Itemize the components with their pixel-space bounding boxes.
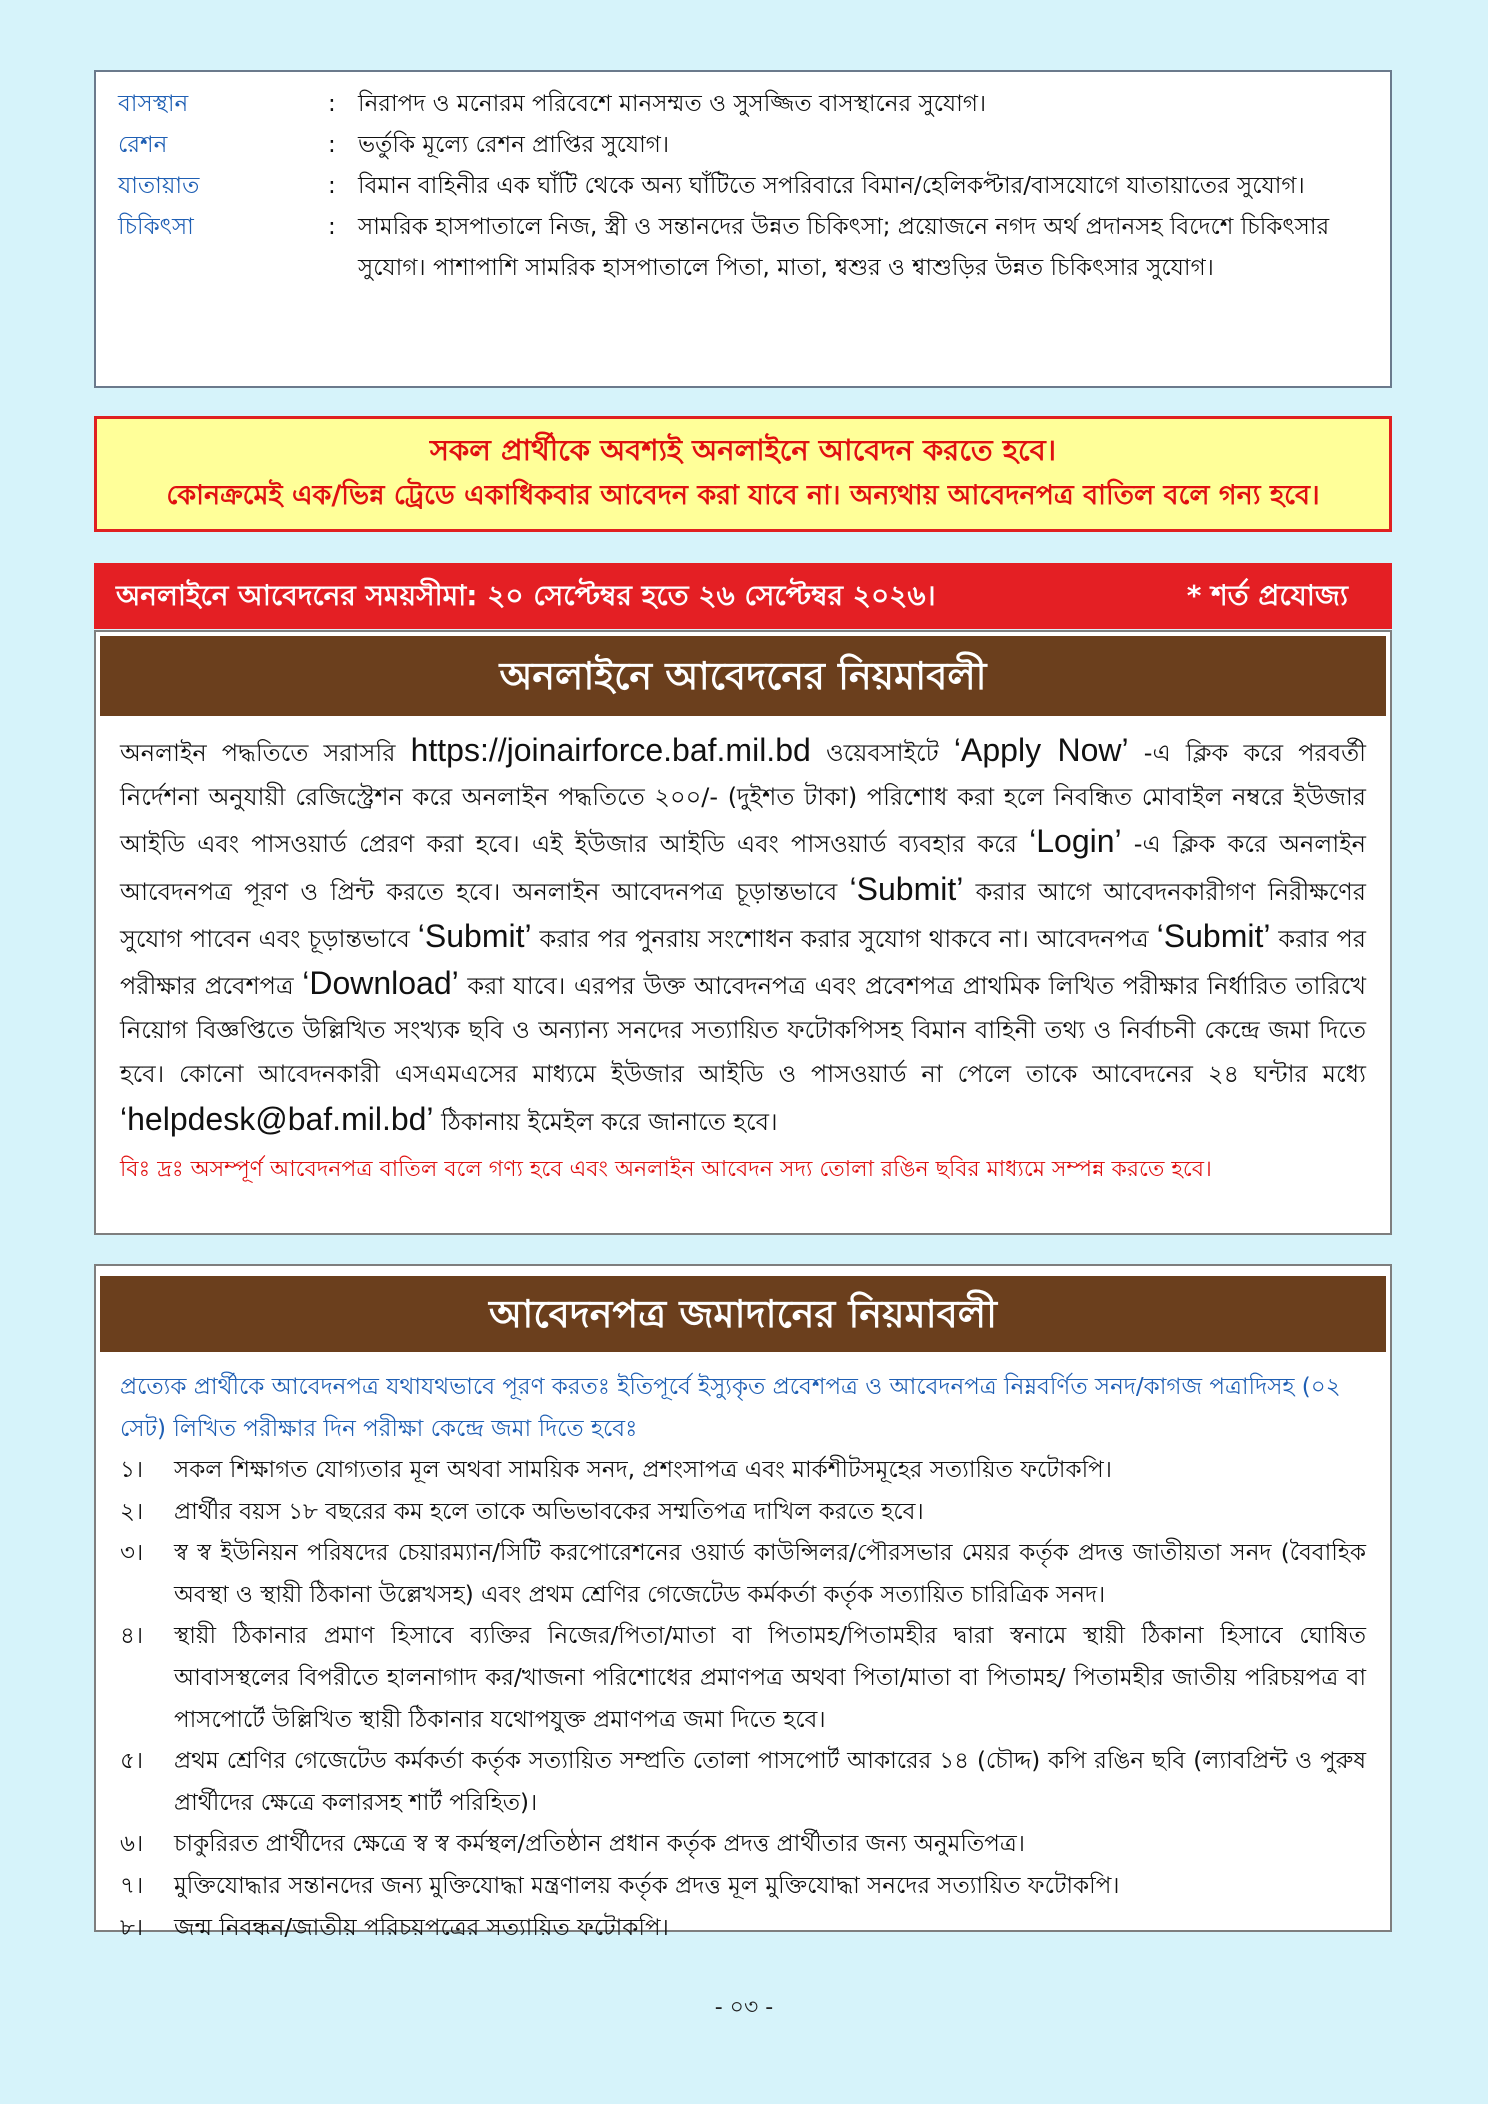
submit-term: ‘Submit’: [417, 917, 532, 954]
login-term: ‘Login’: [1029, 823, 1122, 860]
benefit-desc: ভর্তুকি মূল্যে রেশন প্রাপ্তির সুযোগ।: [358, 132, 670, 158]
list-item: [120, 1866, 1366, 1908]
list-item-text: প্রথম শ্রেণির গেজেটেড কর্মকর্তা কর্তৃক সত্যায়িত সম্প্রতি তোলা পাসপোর্ট আকারের ১৪ (চৌদ্দ) কপি রঙিন ছবি (ল্যাবপ্রিন্ট ও পুরুষ প্রার্থীদের ক্ষেত্রে কলারসহ শার্ট পরিহিত)।: [174, 1748, 1366, 1816]
website-url: https://joinairforce.baf.mil.bd: [410, 732, 811, 768]
list-item: [120, 1824, 1366, 1866]
list-item-text: চাকুরিরত প্রার্থীদের ক্ষেত্রে স্ব স্ব কর্মস্থল/প্রতিষ্ঠান প্রধান কর্তৃক প্রদত্ত প্রার্থীতার জন্য অনুমতিপত্র।: [174, 1831, 1025, 1858]
benefits-box: [94, 70, 1392, 388]
online-rules-paragraph: [120, 728, 1366, 1144]
list-item-number: ৪।: [120, 1623, 144, 1650]
benefit-row-housing: [118, 84, 1368, 125]
submission-intro: প্রত্যেক প্রার্থীকে আবেদনপত্র যথাযথভাবে পূরণ করতঃ ইতিপূর্বে ইস্যুকৃত প্রবেশপত্র ও আবেদনপত্র নিম্নবর্ণিত সনদ/কাগজ পত্রাদিসহ (০২ সেট) লিখিত পরীক্ষার দিন পরীক্ষা কেন্দ্রে জমা দিতে হবেঃ: [120, 1374, 1341, 1442]
benefit-term: রেশন: [118, 132, 168, 158]
deadline-bar: [94, 563, 1392, 629]
online-application-notice: [94, 416, 1392, 532]
rules-text: করার পর পরীক্ষার প্রবেশপত্র: [120, 924, 1367, 1001]
benefit-desc: নিরাপদ ও মনোরম পরিবেশে মানসম্মত ও সুসজ্জিত বাসস্থানের সুযোগ।: [358, 91, 987, 117]
list-item-text: প্রার্থীর বয়স ১৮ বছরের কম হলে তাকে অভিভাবকের সম্মতিপত্র দাখিল করতে হবে।: [174, 1498, 924, 1525]
list-item-number: ২।: [120, 1498, 144, 1525]
list-item-number: ৬।: [120, 1831, 144, 1858]
notice-line-1: সকল প্রার্থীকে অবশ্যই অনলাইনে আবেদন করতে হবে।: [429, 433, 1057, 467]
rules-text: অনলাইন পদ্ধতিতে সরাসরি: [120, 739, 411, 767]
benefit-desc: সামরিক হাসপাতালে নিজ, স্ত্রী ও সন্তানদের উন্নত চিকিৎসা; প্রয়োজনে নগদ অর্থ প্রদানসহ বিদেশে চিকিৎসার সুযোগ। পাশাপাশি সামরিক হাসপাতালে পিতা, মাতা, শ্বশুর ও শ্বাশুড়ির উন্নত চিকিৎসার সুযোগ।: [358, 214, 1330, 281]
list-item-text: স্থায়ী ঠিকানার প্রমাণ হিসাবে ব্যক্তির নিজের/পিতা/মাতা বা পিতামহ/পিতামহীর দ্বারা স্বনামে স্থায়ী ঠিকানা হিসাবে ঘোষিত আবাসস্থলের বিপরীতে হালনাগাদ কর/খাজনা পরিশোধের প্রমাণপত্র অথবা পিতা/মাতা বা পিতামহ/ পিতামহীর জাতীয় পরিচয়পত্র বা পাসপোর্টে উল্লিখিত স্থায়ী ঠিকানার যথোপযুক্ত প্রমাণপত্র জমা দিতে হবে।: [174, 1623, 1366, 1733]
helpdesk-email: ‘helpdesk@baf.mil.bd’: [120, 1100, 434, 1137]
benefit-row-medical: [118, 207, 1368, 289]
rules-text: করা যাবে। এরপর উক্ত আবেদনপত্র এবং প্রবেশপত্র প্রাথমিক লিখিত পরীক্ষার নির্ধারিত তারিখে নিয়োগ বিজ্ঞপ্তিতে উল্লিখিত সংখ্যক ছবি ও অন্যান্য সনদের সত্যায়িত ফটোকপিসহ বিমান বাহিনী তথ্য ও নির্বাচনী কেন্দ্রে জমা দিতে হবে। কোনো আবেদনকারী এসএমএসের মাধ্যমে ইউজার আইডি ও পাসওয়ার্ড না পেলে তাকে আবেদনের ২৪ ঘন্টার মধ্যে: [120, 972, 1366, 1089]
list-item: [120, 1616, 1366, 1741]
benefit-colon: :: [328, 173, 336, 199]
online-rules-note: বিঃ দ্রঃ অসম্পূর্ণ আবেদনপত্র বাতিল বলে গণ্য হবে এবং অনলাইন আবেদন সদ্য তোলা রঙিন ছবির মাধ্যমে সম্পন্ন করতে হবে।: [120, 1156, 1212, 1182]
list-item-text: মুক্তিযোদ্ধার সন্তানদের জন্য মুক্তিযোদ্ধা মন্ত্রণালয় কর্তৃক প্রদত্ত মূল মুক্তিযোদ্ধা সনদের সত্যায়িত ফটোকপি।: [174, 1872, 1120, 1899]
rules-text: করার পর পুনরায় সংশোধন করার সুযোগ থাকবে না। আবেদনপত্র: [531, 924, 1157, 953]
online-rules-section: [94, 630, 1392, 1235]
rules-text: ঠিকানায় ইমেইল করে জানাতে হবে।: [433, 1107, 778, 1136]
benefit-row-ration: [118, 125, 1368, 166]
benefit-term: বাসস্থান: [118, 91, 189, 117]
list-item-number: ১।: [120, 1457, 144, 1483]
benefit-colon: :: [328, 91, 336, 117]
submit-term: ‘Submit’: [849, 870, 964, 907]
benefit-term: চিকিৎসা: [118, 214, 194, 240]
list-item-number: ৩।: [120, 1540, 144, 1567]
submit-term: ‘Submit’: [1156, 917, 1271, 954]
list-item-text: সকল শিক্ষাগত যোগ্যতার মূল অথবা সাময়িক সনদ, প্রশংসাপত্র এবং মার্কশীটসমূহের সত্যায়িত ফটোকপি।: [174, 1457, 1112, 1483]
list-item-number: ৭।: [120, 1872, 144, 1899]
deadline-condition: * শর্ত প্রযোজ্য: [1186, 579, 1348, 612]
submission-rules-heading: আবেদনপত্র জমাদানের নিয়মাবলী: [100, 1276, 1386, 1352]
rules-text: ওয়েবসাইটে: [810, 739, 954, 767]
rules-text: -এ ক্লিক করে অনলাইন আবেদনপত্র পূরণ ও প্রিন্ট করতে হবে। অনলাইন আবেদনপত্র চূড়ান্তভাবে: [120, 830, 1366, 906]
apply-now-term: ‘Apply Now’: [953, 732, 1129, 768]
online-rules-heading: অনলাইনে আবেদনের নিয়মাবলী: [100, 636, 1386, 716]
rules-text: -এ ক্লিক করে পরবর্তী নির্দেশনা অনুযায়ী রেজিস্ট্রেশন করে অনলাইন পদ্ধতিতে ২০০/- (দুইশত টাকা) পরিশোধ করা হলে নিবন্ধিত মোবাইল নম্বরে ইউজার আইডি এবং পাসওয়ার্ড প্রেরণ করা হবে। এই ইউজার আইডি এবং পাসওয়ার্ড ব্যবহার করে: [120, 739, 1366, 859]
notice-line-2: কোনক্রমেই এক/ভিন্ন ট্রেডে একাধিকবার আবেদন করা যাবে না। অন্যথায় আবেদনপত্র বাতিল বলে গন্য হবে।: [166, 480, 1320, 511]
list-item-text: জন্ম নিবন্ধন/জাতীয় পরিচয়পত্রের সত্যায়িত ফটোকপি।: [174, 1914, 669, 1941]
benefit-colon: :: [328, 214, 336, 240]
rules-text: করার আগে আবেদনকারীগণ নিরীক্ষণের সুযোগ পাবেন এবং চূড়ান্তভাবে: [120, 877, 1367, 953]
download-term: ‘Download’: [302, 965, 459, 1002]
benefit-term: যাতায়াত: [118, 173, 200, 199]
list-item: [120, 1741, 1366, 1824]
list-item: [120, 1908, 1366, 1950]
deadline-text: অনলাইনে আবেদনের সময়সীমা: ২০ সেপ্টেম্বর হতে ২৬ সেপ্টেম্বর ২০২৬।: [116, 579, 936, 612]
list-item-text: স্ব স্ব ইউনিয়ন পরিষদের চেয়ারম্যান/সিটি করপোরেশনের ওয়ার্ড কাউন্সিলর/পৌরসভার মেয়র কর্তৃক প্রদত্ত জাতীয়তা সনদ (বৈবাহিক অবস্থা ও স্থায়ী ঠিকানা উল্লেখসহ) এবং প্রথম শ্রেণির গেজেটেড কর্মকর্তা কর্তৃক সত্যায়িত চারিত্রিক সনদ।: [174, 1540, 1366, 1608]
list-item: [120, 1533, 1366, 1616]
list-item: [120, 1492, 1366, 1534]
page-number: - ০৩ -: [714, 1995, 774, 2020]
list-item: [120, 1450, 1366, 1492]
list-item-number: ৫।: [120, 1748, 144, 1775]
document-list: [120, 1450, 1366, 1949]
benefit-row-transport: [118, 166, 1368, 207]
list-item-number: ৮।: [120, 1914, 144, 1941]
submission-rules-section: [94, 1264, 1392, 1941]
benefit-desc: বিমান বাহিনীর এক ঘাঁটি থেকে অন্য ঘাঁটিতে সপরিবারে বিমান/হেলিকপ্টার/বাসযোগে যাতায়াতের সুযোগ।: [358, 173, 1305, 199]
benefit-colon: :: [328, 132, 336, 158]
